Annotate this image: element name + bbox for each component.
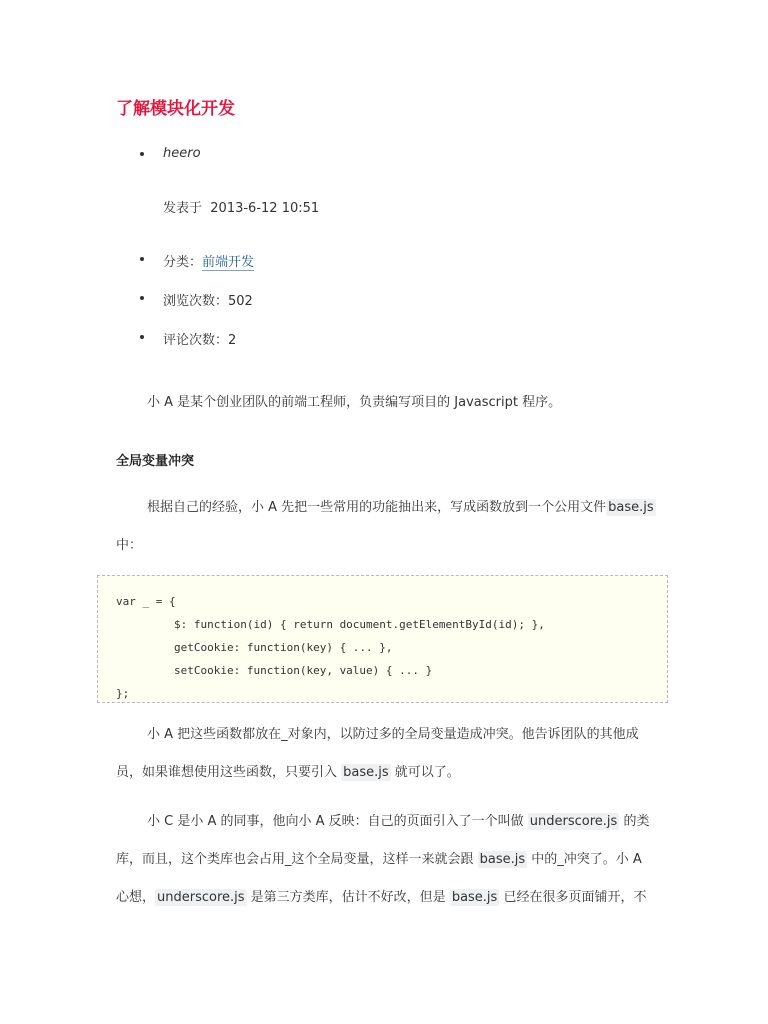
bullet-icon [140, 257, 144, 261]
article-title: 了解模块化开发 [116, 99, 235, 119]
bullet-icon [140, 296, 144, 300]
category-link[interactable]: 前端开发 [202, 255, 255, 270]
paragraph-1-text-end: 中： [116, 538, 143, 553]
category-label: 分类： [163, 255, 203, 270]
paragraph-3-text: 的类库，而且，这个类库也会占用_这个全局变量，这样一来就会跟 [116, 814, 650, 867]
views-label: 浏览次数： [163, 294, 229, 309]
posted-date: 2013-6-12 10:51 [210, 201, 320, 216]
paragraph-2-text: 小 A 把这些函数都放在_对象内，以防过多的全局变量造成冲突。他告诉团队的其他成员，如果谁想使用这些函数，只要引入 [116, 727, 639, 780]
posted-info [163, 197, 676, 216]
paragraph-3-text: 小 C 是小 A 的同事，他向小 A 反映：自己的页面引入了一个叫做 [147, 814, 528, 829]
paragraph-2-text-end: 就可以了。 [390, 765, 460, 780]
bullet-icon [140, 335, 144, 339]
views-count: 502 [228, 294, 253, 309]
inline-code-underscore-js: underscore.js [157, 890, 245, 905]
meta-author-item [116, 146, 676, 216]
meta-category-item [116, 251, 676, 270]
code-line: $: function(id) { return document.getElementById(id); }, [174, 618, 545, 631]
meta-views-item [116, 290, 676, 309]
meta-comments-item [116, 329, 676, 348]
paragraph-2 [116, 716, 656, 792]
intro-paragraph: 小 A 是某个创业团队的前端工程师，负责编写项目的 Javascript 程序。 [147, 395, 562, 410]
code-line: var _ = { [116, 595, 176, 608]
paragraph-1 [116, 489, 656, 565]
article-meta-list [116, 146, 676, 348]
inline-code-base-js: base.js [343, 765, 389, 780]
comments-count: 2 [228, 333, 237, 348]
paragraph-3 [116, 803, 656, 917]
inline-code-base-js: base.js [608, 500, 654, 515]
inline-code-underscore-js: underscore.js [529, 814, 618, 829]
code-block [97, 575, 668, 703]
code-line: setCookie: function(key, value) { ... } [174, 664, 433, 677]
inline-code-base-js: base.js [451, 890, 498, 905]
paragraph-3-text: 中的_冲突了。小 A 心想， [116, 852, 642, 905]
code-line: getCookie: function(key) { ... }, [174, 641, 393, 654]
bullet-icon [140, 152, 144, 156]
paragraph-1-text: 根据自己的经验，小 A 先把一些常用的功能抽出来，写成函数放到一个公用文件 [147, 500, 607, 515]
code-line: }; [116, 687, 130, 700]
inline-code-base-js: base.js [479, 852, 526, 867]
paragraph-3-text: 是第三方类库，估计不好改，但是 [246, 890, 450, 905]
paragraph-3-text-end: 已经在很多页面铺开，不 [499, 890, 647, 905]
comments-label: 评论次数： [163, 333, 229, 348]
posted-label: 发表于 [163, 201, 203, 216]
section-heading-global-conflict: 全局变量冲突 [116, 454, 195, 469]
author-name: heero [163, 146, 201, 161]
